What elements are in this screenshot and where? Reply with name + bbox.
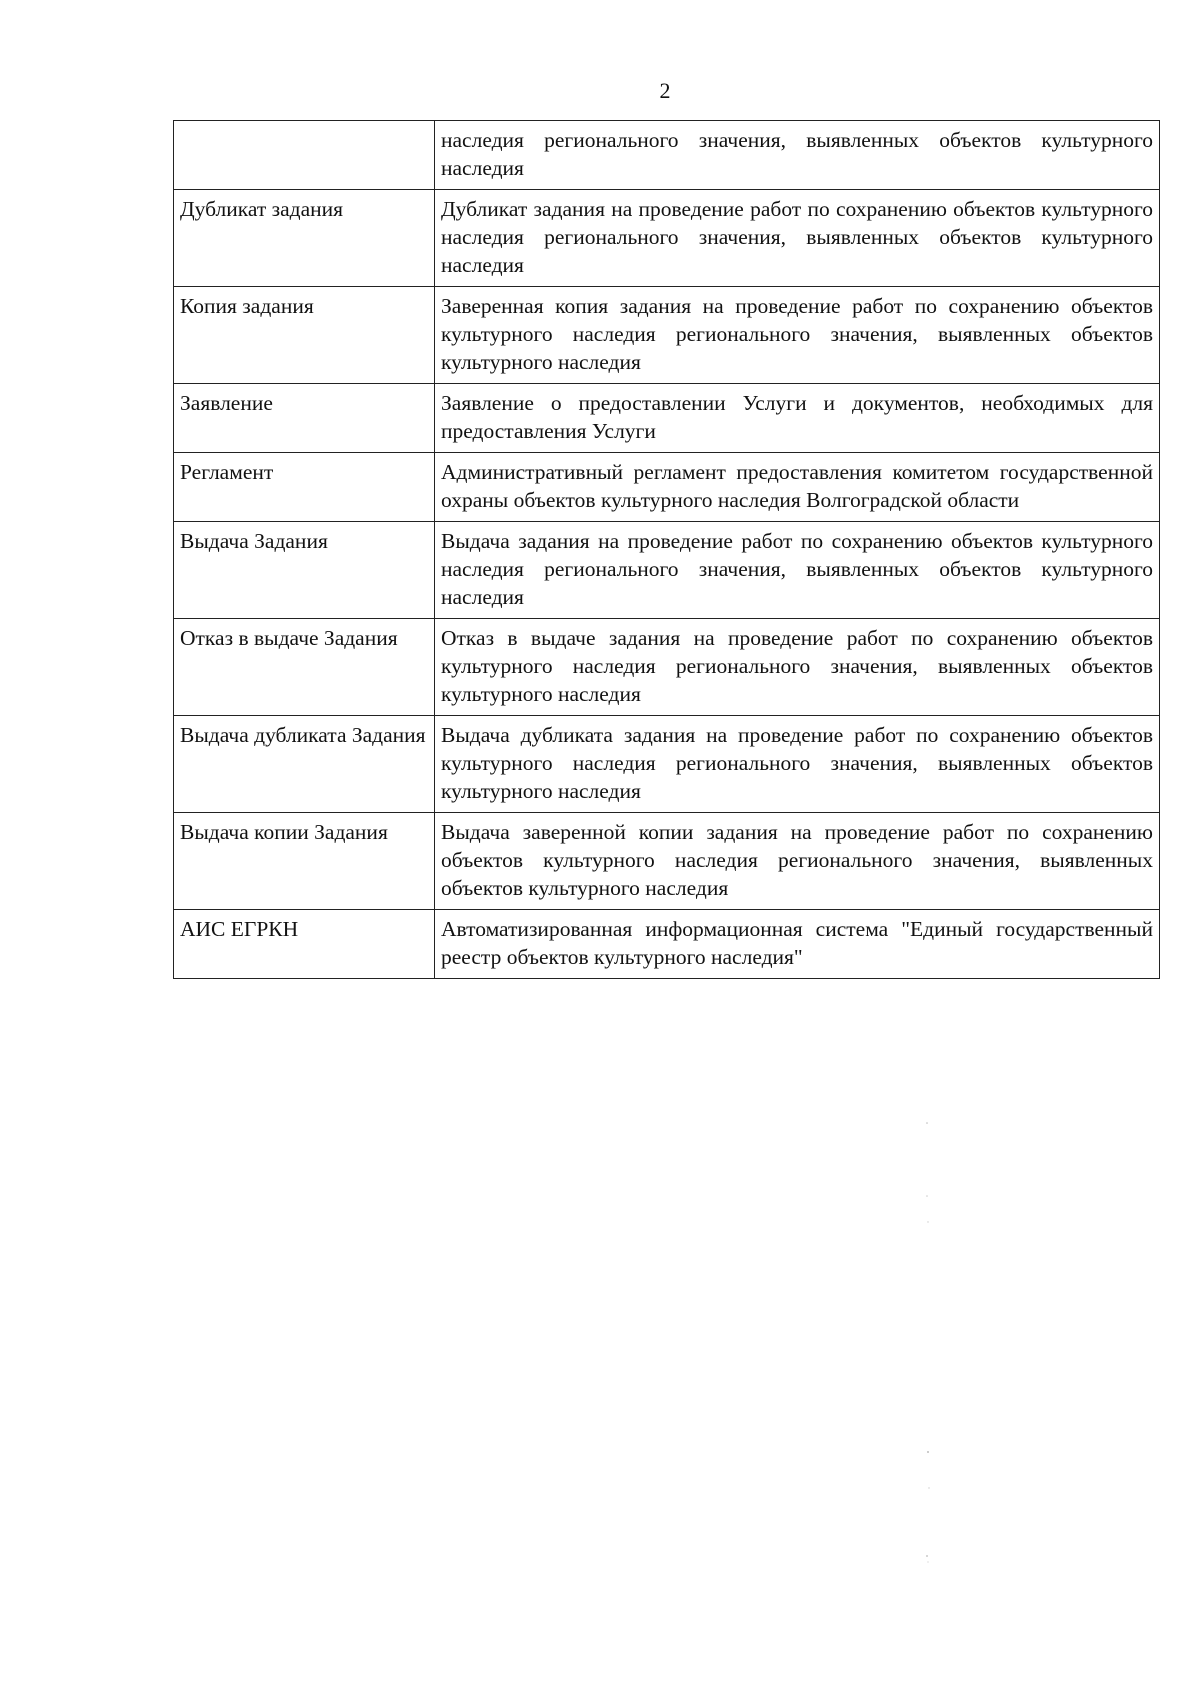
- definition-cell: Заверенная копия задания на проведение работ по сохранению объектов культурного наследия регионального значения, выявленных объектов культурного наследия: [435, 287, 1160, 384]
- definition-cell: Заявление о предоставлении Услуги и документов, необходимых для предоставления Услуги: [435, 384, 1160, 453]
- term-cell: Регламент: [174, 453, 435, 522]
- definition-cell: Дубликат задания на проведение работ по сохранению объектов культурного наследия регионального значения, выявленных объектов культурного наследия: [435, 190, 1160, 287]
- scan-speck: [926, 1122, 928, 1124]
- definition-cell: Выдача заверенной копии задания на проведение работ по сохранению объектов культурного наследия регионального значения, выявленных объектов культурного наследия: [435, 813, 1160, 910]
- definition-cell: Выдача задания на проведение работ по сохранению объектов культурного наследия регионального значения, выявленных объектов культурного наследия: [435, 522, 1160, 619]
- term-cell: Выдача Задания: [174, 522, 435, 619]
- definition-cell: наследия регионального значения, выявленных объектов культурного наследия: [435, 121, 1160, 190]
- term-cell: Дубликат задания: [174, 190, 435, 287]
- scan-speck: [926, 1195, 928, 1197]
- term-cell: Заявление: [174, 384, 435, 453]
- definition-cell: Отказ в выдаче задания на проведение работ по сохранению объектов культурного наследия регионального значения, выявленных объектов культурного наследия: [435, 619, 1160, 716]
- scan-speck: [927, 1561, 928, 1562]
- page-number: 2: [659, 78, 671, 103]
- term-cell: АИС ЕГРКН: [174, 910, 435, 979]
- term-cell: Выдача копии Задания: [174, 813, 435, 910]
- definition-cell: Выдача дубликата задания на проведение работ по сохранению объектов культурного наследия регионального значения, выявленных объектов культурного наследия: [435, 716, 1160, 813]
- term-cell: Отказ в выдаче Задания: [174, 619, 435, 716]
- scan-speck: [928, 1487, 929, 1488]
- definition-cell: Административный регламент предоставления комитетом государственной охраны объектов культурного наследия Волгоградской области: [435, 453, 1160, 522]
- scan-speck: [927, 1221, 928, 1222]
- scan-speck: [927, 1451, 929, 1453]
- term-cell: Копия задания: [174, 287, 435, 384]
- term-cell: Выдача дубликата Задания: [174, 716, 435, 813]
- scan-speck: [926, 1555, 928, 1557]
- definition-cell: Автоматизированная информационная система "Единый государственный реестр объектов культурного наследия": [435, 910, 1160, 979]
